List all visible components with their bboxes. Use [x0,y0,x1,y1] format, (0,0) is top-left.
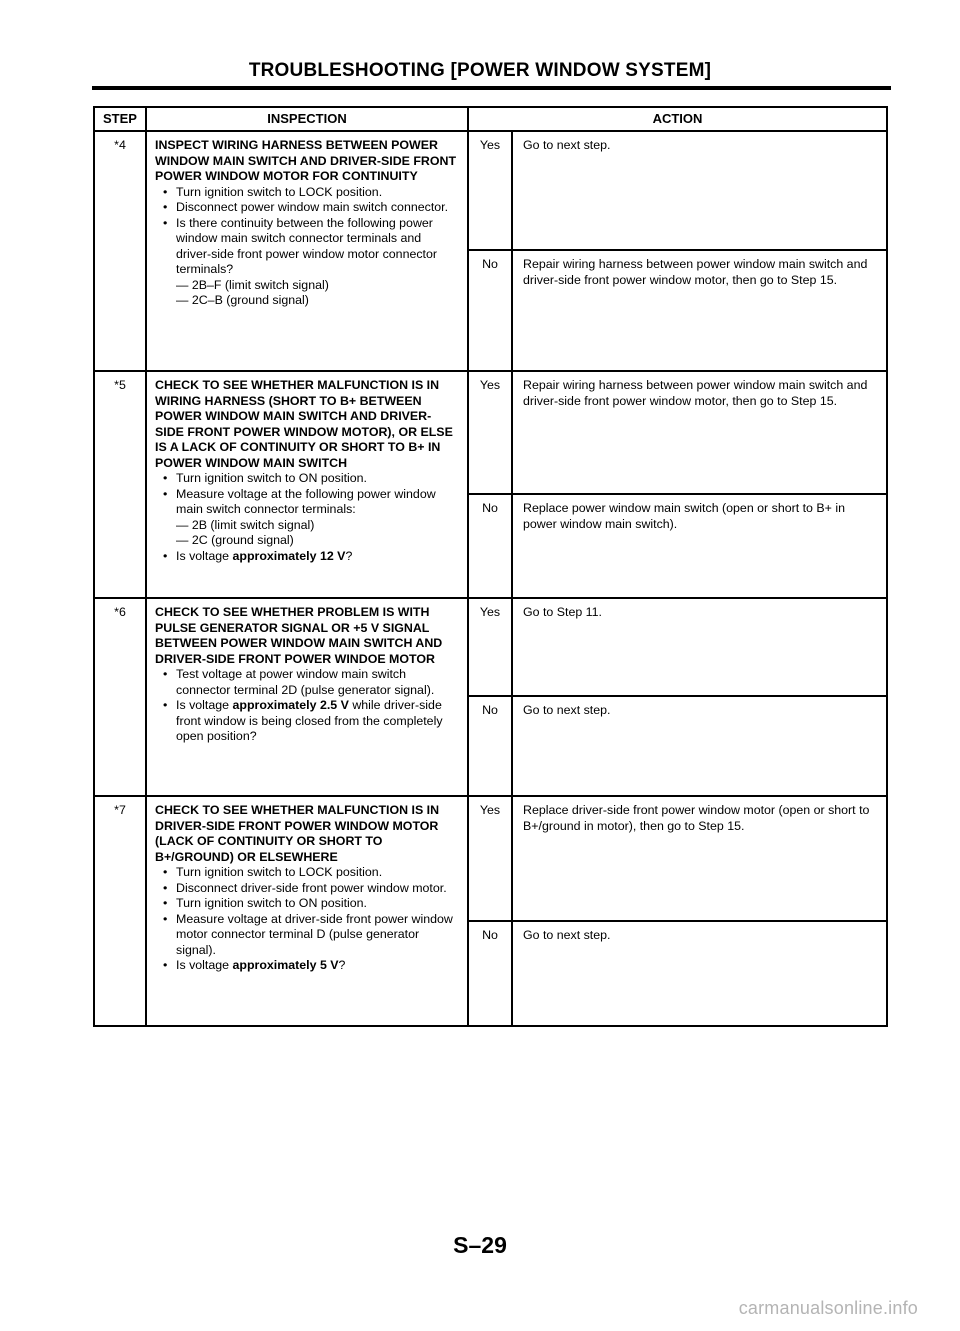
inspection-cell [146,131,468,371]
inspection-bullet: • Turn ignition switch to ON position. [163,471,457,487]
inspection-bullet: • Turn ignition switch to LOCK position. [163,185,457,201]
inspection-column-header: INSPECTION [146,107,468,131]
step-number: *4 [94,131,146,371]
inspection-bullet [163,549,457,565]
table-row-step-5 [94,371,887,494]
bullet-bold-value: approximately 2.5 V [232,698,349,712]
yes-action: Go to next step. [512,131,887,250]
inspection-bullet [163,698,457,745]
inspection-cell [146,371,468,598]
watermark: carmanualsonline.info [738,1298,918,1318]
bullet-text: while driver-side front window is being closed from the completely open position? [176,698,443,743]
yes-label: Yes [468,131,512,250]
inspection-title: CHECK TO SEE WHETHER PROBLEM IS WITH PULSE GENERATOR SIGNAL OR +5 V SIGNAL BETWEEN POWER WINDOW MAIN SWITCH AND DRIVER-SIDE FRONT POWER WINDOE MOTOR [155,605,443,666]
no-action: Go to next step. [512,696,887,796]
inspection-bullet: • Test voltage at power window main switch connector terminal 2D (pulse generator signal). [163,667,457,698]
bullet-bold-value: approximately 5 V [232,958,339,972]
table-header-row [94,107,887,131]
inspection-bullet: • Is there continuity between the following power window main switch connector terminals and driver-side front power window motor connector terminals? [163,216,457,278]
yes-label: Yes [468,796,512,921]
step-number: *6 [94,598,146,796]
step-column-header: STEP [94,107,146,131]
no-action: Repair wiring harness between power window main switch and driver-side front power window motor, then go to Step 15. [512,250,887,371]
inspection-bullet: • Measure voltage at driver-side front power window motor connector terminal D (pulse generator signal). [163,912,457,959]
no-label: No [468,921,512,1026]
page-number: S–29 [453,1232,507,1258]
inspection-subitem: — 2B–F (limit switch signal) [176,277,329,292]
inspection-bullet: • Disconnect driver-side front power window motor. [163,881,457,897]
inspection-title: CHECK TO SEE WHETHER MALFUNCTION IS IN DRIVER-SIDE FRONT POWER WINDOW MOTOR (LACK OF CONTINUITY OR SHORT TO B+/GROUND) OR ELSEWHERE [155,803,440,864]
inspection-subitem: — 2B (limit switch signal) [176,517,315,532]
bullet-text: ? [338,958,346,972]
title-rule [92,86,891,90]
action-column-header: ACTION [468,107,887,131]
table-row-step-4 [94,131,887,250]
inspection-bullet: • Turn ignition switch to LOCK position. [163,865,457,881]
bullet-text: ? [345,548,353,563]
inspection-subitem: — 2C (ground signal) [176,533,294,547]
inspection-cell [146,796,468,1026]
bullet-text: Is voltage [176,548,233,563]
yes-action: Replace driver-side front power window motor (open or short to B+/ground in motor), then go to Step 15. [512,796,887,921]
no-action: Replace power window main switch (open or short to B+ in power window main switch). [512,494,887,598]
inspection-subitem: — 2C–B (ground signal) [176,293,309,307]
no-action: Go to next step. [512,921,887,1026]
bullet-bold-value: approximately 12 V [232,548,346,563]
inspection-bullet: • Measure voltage at the following power window main switch connector terminals: [163,487,457,518]
yes-action: Go to Step 11. [512,598,887,696]
inspection-title: CHECK TO SEE WHETHER MALFUNCTION IS IN WIRING HARNESS (SHORT TO B+ BETWEEN POWER WINDOW MAIN SWITCH AND DRIVER-SIDE FRONT POWER WINDOW MOTOR), OR ELSE IS A LACK OF CONTINUITY OR SHORT TO B+ IN POWER WINDOW MAIN SWITCH [155,378,453,470]
troubleshooting-table [93,106,888,1027]
table-row-step-6 [94,598,887,696]
table-row-step-7 [94,796,887,921]
step-number: *5 [94,371,146,598]
no-label: No [468,494,512,598]
inspection-bullet [163,958,457,974]
inspection-bullet: • Disconnect power window main switch connector. [163,200,457,216]
yes-action: Repair wiring harness between power window main switch and driver-side front power window motor, then go to Step 15. [512,371,887,494]
no-label: No [468,696,512,796]
step-number: *7 [94,796,146,1026]
bullet-text: Is voltage [176,958,233,972]
yes-label: Yes [468,598,512,696]
page-title: TROUBLESHOOTING [POWER WINDOW SYSTEM] [248,60,712,81]
yes-label: Yes [468,371,512,494]
bullet-text: Is voltage [176,698,233,712]
inspection-bullet: • Turn ignition switch to ON position. [163,896,457,912]
inspection-title: INSPECT WIRING HARNESS BETWEEN POWER WINDOW MAIN SWITCH AND DRIVER-SIDE FRONT POWER WINDOW MOTOR FOR CONTINUITY [155,138,457,183]
no-label: No [468,250,512,371]
inspection-cell [146,598,468,796]
